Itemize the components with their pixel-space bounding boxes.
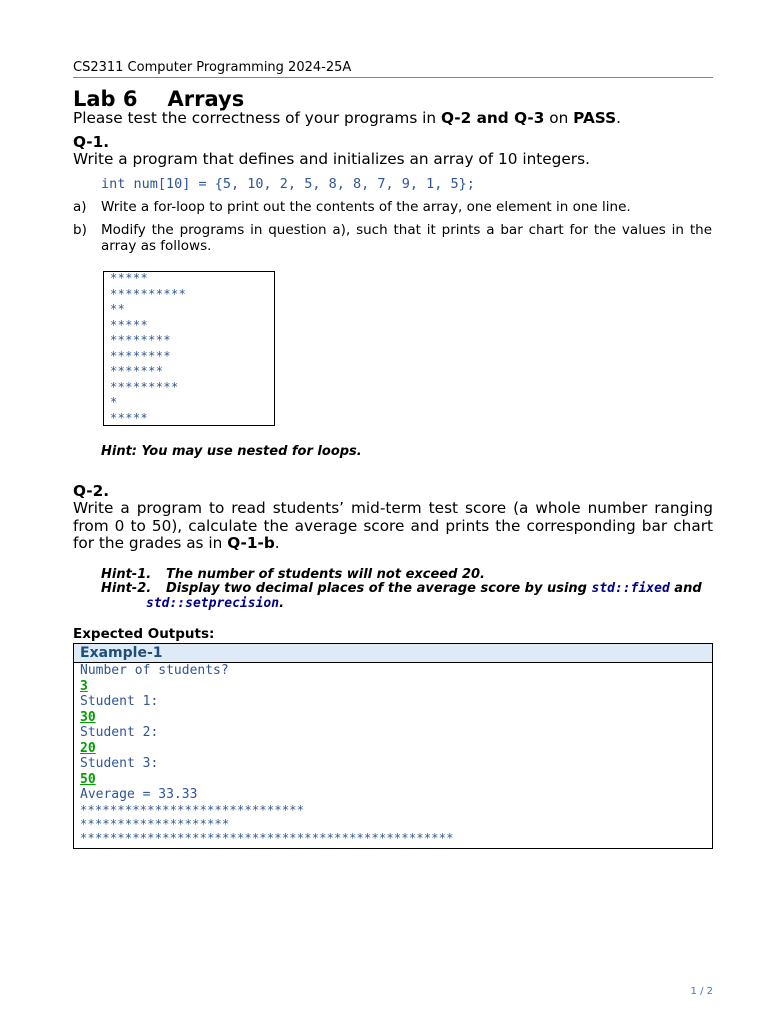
chart-row: *******: [110, 364, 164, 378]
expected-outputs-label: Expected Outputs:: [73, 626, 215, 642]
page-number: 1 / 2: [690, 986, 713, 997]
q1-array-code: int num[10] = {5, 10, 2, 5, 8, 8, 7, 9, 1, 5};: [101, 176, 475, 192]
lab-topic: Arrays: [167, 87, 245, 111]
user-input: 20: [80, 740, 96, 756]
item-text: Modify the programs in question a), such that it prints a bar chart for the values in the array as follows.: [101, 222, 712, 254]
q2-hint-1: Hint-1. The number of students will not exceed 20.: [101, 567, 485, 582]
bar-line: **************************************************: [80, 830, 454, 845]
item-label: b): [73, 222, 87, 238]
user-input: 50: [80, 771, 96, 787]
chart-row: **: [110, 302, 126, 316]
chart-row: *: [110, 395, 118, 409]
example-title: Example-1: [74, 644, 712, 663]
bar-chart-output-box: [103, 271, 275, 426]
item-text: Write a for-loop to print out the contents of the array, one element in one line.: [101, 199, 631, 215]
lab-number: Lab 6: [73, 87, 138, 111]
user-input: 30: [80, 709, 96, 725]
chart-row: *****: [110, 271, 149, 285]
q1-text: Write a program that defines and initializes an array of 10 integers.: [73, 150, 590, 168]
bar-line: ********************: [80, 816, 230, 831]
bar-line: ******************************: [80, 802, 305, 817]
q2-text: Write a program to read students’ mid-term test score (a whole number ranging from 0 to 50), calculate the average score and prints the corresponding bar chart for the grades as in Q-1-b.: [73, 499, 713, 552]
prompt-line: Student 2:: [80, 725, 159, 740]
item-label: a): [73, 199, 87, 215]
chart-row: **********: [110, 286, 187, 301]
q1-hint: Hint: You may use nested for loops.: [101, 444, 362, 459]
chart-row: ********: [110, 348, 171, 363]
q1-heading: Q-1.: [73, 133, 110, 151]
intro-paragraph: Please test the correctness of your programs in Q-2 and Q-3 on PASS.: [73, 109, 622, 127]
average-line: Average = 33.33: [80, 787, 198, 802]
chart-row: ********: [110, 333, 171, 347]
chart-row: *****: [110, 410, 149, 425]
q2-hint-2: Hint-2. Display two decimal places of the average score by using std::fixed and: [101, 581, 702, 596]
chart-row: *****: [110, 317, 149, 332]
user-input: 3: [80, 678, 88, 694]
course-header: CS2311 Computer Programming 2024-25A: [73, 60, 713, 78]
console-output: [74, 663, 712, 845]
q2-hint-2-cont: std::setprecision.: [146, 596, 285, 611]
q2-heading: Q-2.: [73, 482, 110, 500]
example-output-box: [73, 643, 713, 849]
chart-row: *********: [110, 379, 179, 394]
prompt-line: Student 1:: [80, 694, 159, 709]
prompt-line: Number of students?: [80, 663, 229, 678]
prompt-line: Student 3:: [80, 756, 159, 771]
